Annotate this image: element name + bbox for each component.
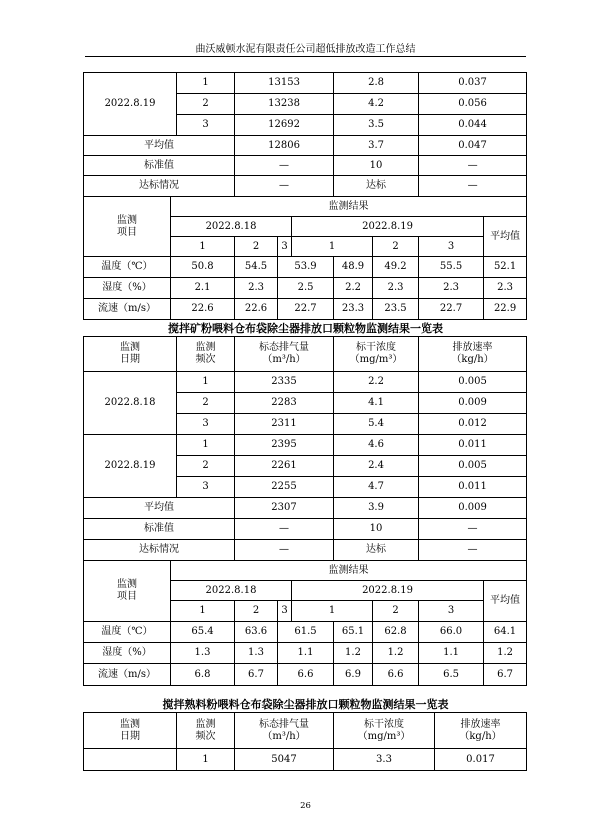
avg-row: 平均值 2307 3.9 0.009 [84, 498, 527, 519]
table-row: 2022.8.19 1 2395 4.6 0.011 [84, 435, 527, 456]
table-row: 2022.8.18 1 2335 2.2 0.005 [84, 372, 527, 393]
standard-row: 标准值 — 10 — [84, 156, 527, 176]
table-row: 2 2261 2.4 0.005 [84, 456, 527, 477]
table-2: 监测 日期 监测 频次 标态排气量 （m³/h） 标干浓度 （mg/m³） 排放速率 （kg/h） 2022.8.18 1 2335 2.2 0.005 2 2283 4.1 0.009 3 2311 5.4 0.012 2022.8.19 1 2395 4.6 0.011 2 2261 2.4 0.005 3 2255 4.7 0.011 平均值 2307 3.9 0.009 标准值 — 10 — 达标情况 — 达标 — 监测 项目 监测结果 2022.8.18 2022.8.19 平均值 1 2 3 1 2 3 温度（℃） 65.4 63.6 61.5 65.1 62.8 66.0 64.1 湿度（%） 1.3 1.3 1.1 1.2 1.2 1.1 1.2 流速（m/s） 6.8 6.7 6.6 6.9 6.6 6.5 6.7 [83, 336, 527, 686]
table-3-caption: 搅拌熟料粉喂料仓布袋除尘器排放口颗粒物监测结果一览表 [162, 698, 449, 711]
table-row: 1 5047 3.3 0.017 [84, 749, 527, 771]
table-row: 2 13238 4.2 0.056 [84, 94, 527, 115]
avg-row: 平均值 12806 3.7 0.047 [84, 136, 527, 156]
header-rule [85, 56, 526, 57]
date-cell: 2022.8.19 [84, 73, 177, 136]
condition-header-row: 监测 项目 监测结果 [84, 197, 527, 217]
table-row: 2022.8.19 1 13153 2.8 0.037 [84, 73, 527, 94]
compliance-row: 达标情况 — 达标 — [84, 176, 527, 197]
condition-header-row: 监测 项目 监测结果 [84, 561, 527, 581]
table-row: 3 2311 5.4 0.012 [84, 414, 527, 435]
temp-row: 温度（℃） 50.8 54.5 53.9 48.9 49.2 55.5 52.1 [84, 257, 527, 278]
table-header-row: 监测 日期 监测 频次 标态排气量 （m³/h） 标干浓度 （mg/m³） 排放速率 （kg/h） [84, 337, 527, 372]
table-row: 3 12692 3.5 0.044 [84, 115, 527, 136]
humidity-row: 湿度（%） 1.3 1.3 1.1 1.2 1.2 1.1 1.2 [84, 643, 527, 664]
page-header: 曲沃威顿水泥有限责任公司超低排放改造工作总结 [195, 44, 416, 55]
compliance-row: 达标情况 — 达标 — [84, 540, 527, 561]
temp-row: 温度（℃） 65.4 63.6 61.5 65.1 62.8 66.0 64.1 [84, 622, 527, 643]
humidity-row: 湿度（%） 2.1 2.3 2.5 2.2 2.3 2.3 2.3 [84, 278, 527, 299]
speed-row: 流速（m/s） 22.6 22.6 22.7 23.3 23.5 22.7 22.9 [84, 299, 527, 320]
page-number: 26 [300, 801, 311, 811]
table-3 [83, 712, 527, 771]
table-row: 3 2255 4.7 0.011 [84, 477, 527, 498]
table-1: 2022.8.19 1 13153 2.8 0.037 2 13238 4.2 0.056 3 12692 3.5 0.044 平均值 12806 3.7 0.047 标准值 — 10 — 达标情况 — 达标 — 监测 项目 监测结果 2022.8.18 2022.8.19 平均值 1 2 3 1 2 3 温度（℃） 50.8 54.5 53.9 48.9 49.2 55.5 52.1 湿度（%） 2.1 2.3 2.5 2.2 2.3 2.3 2.3 流速（m/s） 22.6 22.6 22.7 23.3 23.5 22.7 22.9 [83, 72, 527, 320]
table-header-row: 监测 日期 监测 频次 标态排气量 （m³/h） 标干浓度 （mg/m³） 排放速率 （kg/h） [84, 713, 527, 749]
speed-row: 流速（m/s） 6.8 6.7 6.6 6.9 6.6 6.5 6.7 [84, 664, 527, 686]
standard-row: 标准值 — 10 — [84, 519, 527, 540]
table-row: 2 2283 4.1 0.009 [84, 393, 527, 414]
table-2-caption: 搅拌矿粉喂料仓布袋除尘器排放口颗粒物监测结果一览表 [168, 322, 443, 335]
